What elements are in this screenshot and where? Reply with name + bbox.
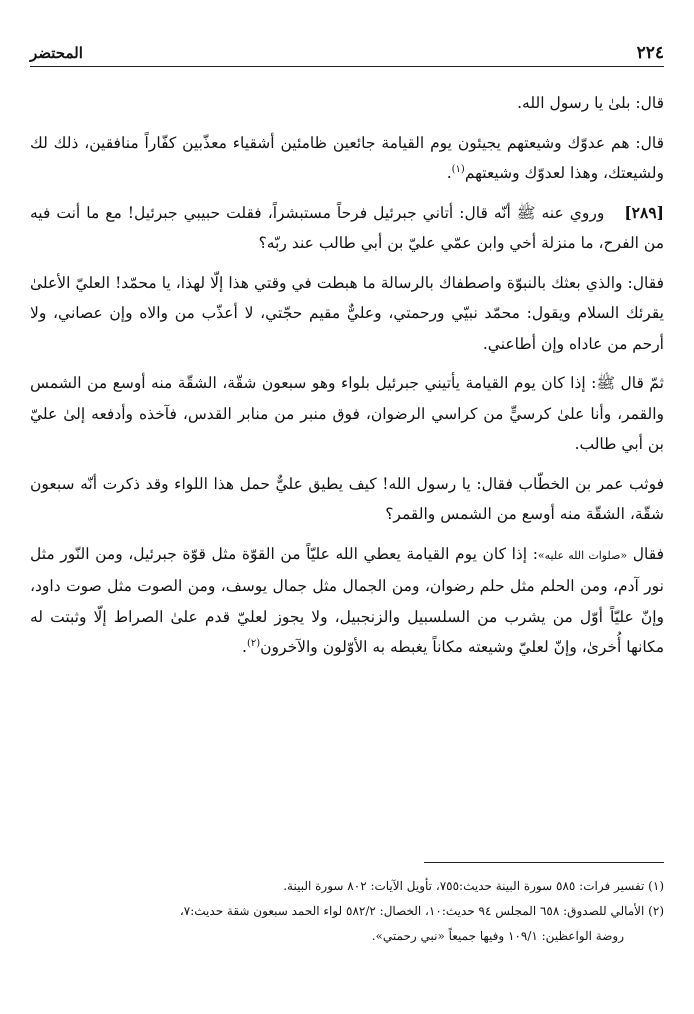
footnote-ref-2[interactable]: (٢) xyxy=(246,637,261,649)
paragraph-1: قال: بلىٰ يا رسول الله. xyxy=(517,94,664,112)
paragraph-4: فقال: والذي بعثك بالنبوّة واصطفاك بالرسالة ما هبطت في وقتي هذا إلّا لهذا، يا محمّد! العليّ الأعلىٰ يقرئك السلام ويقول: محمّد نبيّي ورحمتي، وعليٌّ مقيم حجّتي، لا أعذّب من والاه وإن عصاني، ولا أرحم من عاداه وإن أطاعني. xyxy=(30,273,664,353)
page-body xyxy=(30,88,664,672)
footnote-separator xyxy=(424,862,664,863)
footnotes xyxy=(30,874,664,949)
salawat: «صلوات الله عليه» xyxy=(537,548,628,562)
footnote-ref-1[interactable]: (١) xyxy=(451,163,465,175)
paragraph-2: قال: هم عدوّك وشيعتهم يجيئون يوم القيامة جائعين ظامئين أشقياء معذّبين كفّاراً منافقين، ذلك لك ولشيعتك، وهذا لعدوّك وشيعتهم$^{(١)}$. xyxy=(30,133,664,182)
footnote-2-continued: روضة الواعظين: ١٠٩/١ وفيها جميعاً «نبي رحمتي». xyxy=(371,929,624,943)
paragraph-5: ثمّ قال ﷺ: إذا كان يوم القيامة يأتيني جبرئيل بلواء وهو سبعون شقّة، الشقّة منه أوسع من الشمس والقمر، وأنا علىٰ كرسيٍّ من كراسي الرضوان، فوق منبر من منابر القدس، فآخذه وأدفعه إلىٰ عليّ بن أبي طالب. xyxy=(30,374,664,453)
paragraph-3: [٢٨٩]وروي عنه ﷺ أنّه قال: أتاني جبرئيل فرحاً مستبشراً، فقلت حبيبي جبرئيل! مع ما أنت فيه من الفرح، ما منزلة أخي وابن عمّي عليّ بن أبي طالب عند ربّه؟ xyxy=(30,202,664,252)
footnote-2: (٢) الأمالي للصدوق: ٦٥٨ المجلس ٩٤ حديث:١٠، الخصال: ٥٨٢/٢ لواء الحمد سبعون شقة حديث:٧، xyxy=(179,904,664,918)
page-header xyxy=(30,38,664,67)
footnote-1: (١) تفسير فرات: ٥٨٥ سورة البينة حديث:٧٥٥، تأويل الآيات: ٨٠٢ سورة البينة. xyxy=(283,879,664,893)
hadith-number: [٢٨٩] xyxy=(624,202,664,222)
paragraph-6: فوثب عمر بن الخطّاب فقال: يا رسول الله! كيف يطيق عليٌّ حمل هذا اللواء وقد ذكرت أنّه سبعون شقّة، الشقّة منه أوسع من الشمس والقمر؟ xyxy=(30,474,664,523)
book-title: المحتضر xyxy=(30,44,83,62)
page-number: ٢٢٤ xyxy=(636,43,664,63)
paragraph-7: فقال «صلوات الله عليه»: إذا كان يوم القيامة يعطي الله عليّاً من القوّة مثل قوّة جبرئيل، ومن النّور مثل نور آدم، ومن الحلم مثل حلم رضوان، ومن الجمال مثل جمال يوسف، ومن الصوت مثل صوت داود، وإنّ عليّاً أوّل من يشرب من السلسبيل والزنجبيل، ولا يجوز لعليّ قدم علىٰ الصراط إلّا وثبتت له مكانها أُخرىٰ، وإنّ لعليّ وشيعته مكاناً يغبطه به الأوّلون والآخرون$^{(٢)}$. xyxy=(30,544,664,656)
